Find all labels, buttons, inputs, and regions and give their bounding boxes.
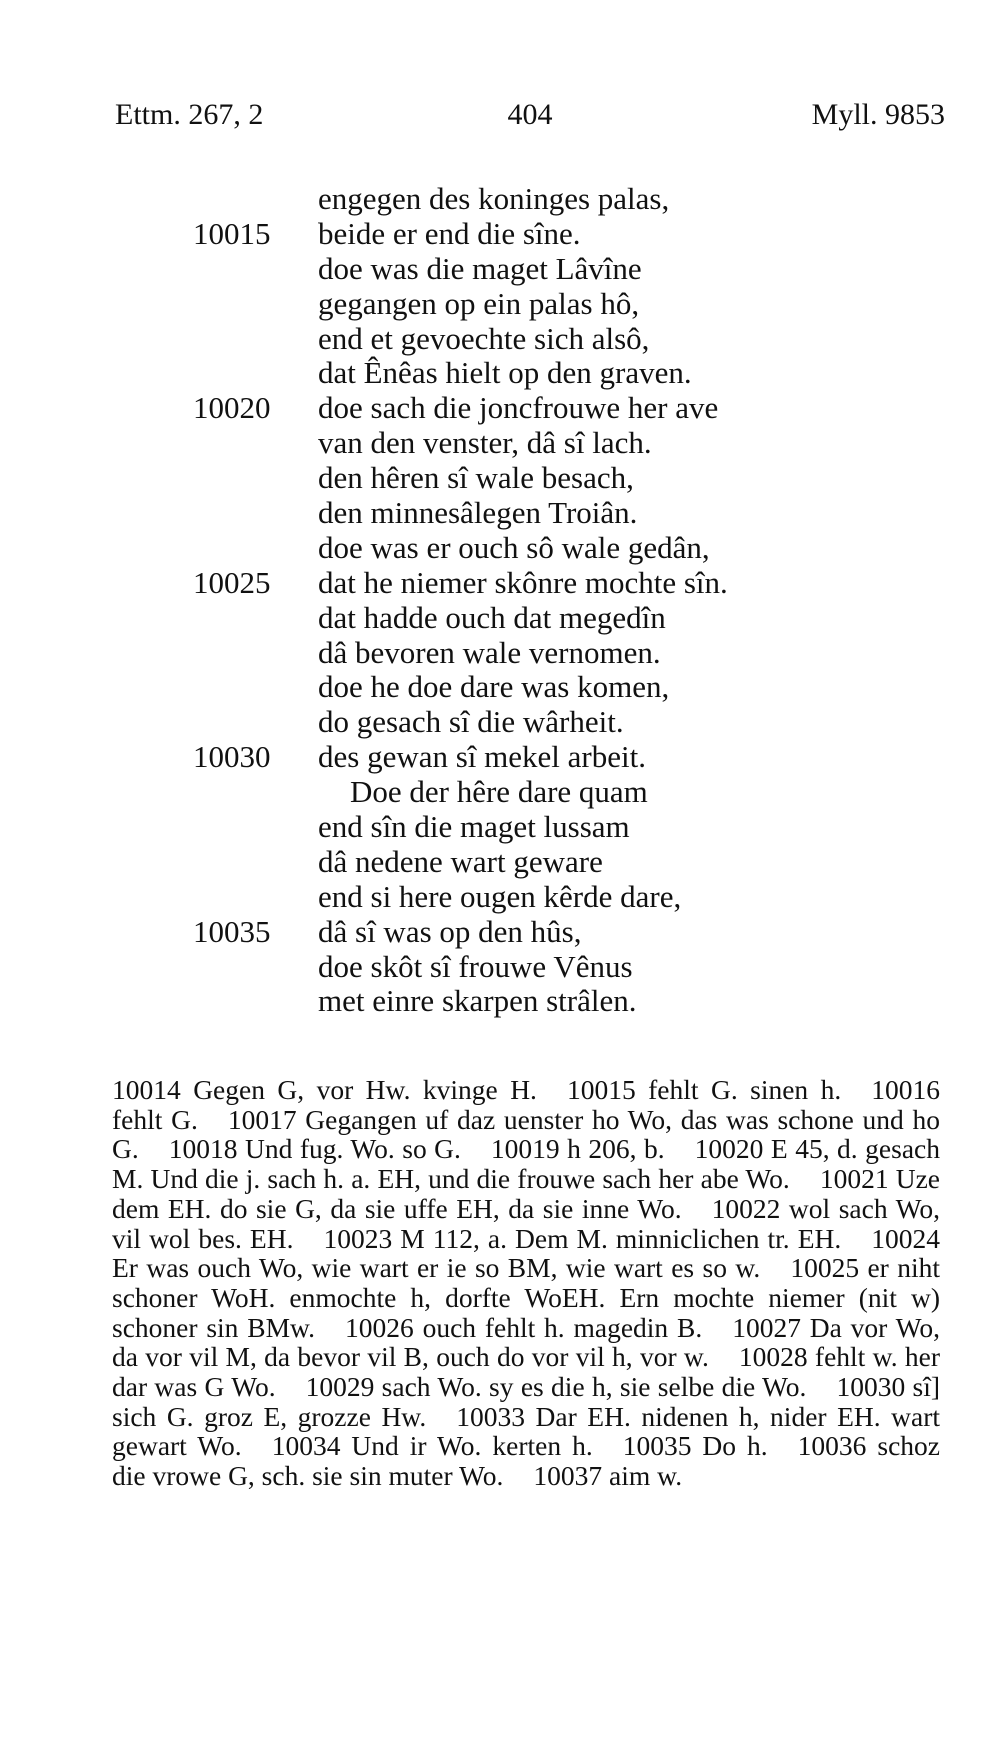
verse-text: end sîn die maget lussam (318, 809, 630, 845)
verse-text: doe sach die joncfrouwe her ave (318, 390, 719, 426)
verse-text: met einre skarpen strâlen. (318, 983, 637, 1019)
verse-line (0, 426, 1000, 461)
verse-line (0, 915, 1000, 950)
verse-text: Doe der hêre dare quam (350, 774, 648, 810)
apparatus-note: 10035 Do h. (622, 1430, 768, 1462)
verse-line (0, 182, 1000, 217)
apparatus-note: 10028 fehlt w. her dar was G Wo. (112, 1341, 940, 1403)
verse-text: dâ bevoren wale vernomen. (318, 634, 661, 670)
verse-line (0, 810, 1000, 845)
apparatus-note: 10023 M 112, a. Dem M. minniclichen tr. EH. (323, 1222, 842, 1254)
verse-text: doe was er ouch sô wale gedân, (318, 529, 710, 565)
line-number: 10015 (193, 215, 271, 251)
verse-text: den hêren sî wale besach, (318, 460, 634, 496)
apparatus-note: 10026 ouch fehlt h. magedin B. (345, 1311, 703, 1343)
apparatus-note: 10029 sach Wo. sy es die h, sie selbe die Wo. (305, 1371, 807, 1403)
apparatus-note: 10033 Dar EH. nidenen h, nider EH. wart gewart Wo. (112, 1400, 940, 1462)
apparatus-note: 10027 Da vor Wo, da vor vil M, da bevor vil B, ouch do vor vil h, vor w. (112, 1311, 941, 1373)
apparatus-note: 10034 Und ir Wo. kerten h. (271, 1430, 593, 1462)
verse-text: van den venster, dâ sî lach. (318, 425, 652, 461)
apparatus-note: 10019 h 206, b. (490, 1133, 665, 1165)
verse-line (0, 391, 1000, 426)
apparatus-note: 10036 schoz die vrowe G, sch. sie sin muter Wo. (112, 1430, 940, 1492)
apparatus-note: 10021 Uze dem EH. do sie G, da sie uffe EH, da sie inne Wo. (112, 1163, 940, 1224)
verse-line (0, 322, 1000, 357)
apparatus-note: 10037 aim w. (533, 1460, 683, 1492)
line-number: 10030 (193, 739, 271, 775)
apparatus-note: 10016 fehlt G. (112, 1074, 940, 1135)
verse-line (0, 880, 1000, 915)
verse-line (0, 670, 1000, 705)
verse-line (0, 775, 1000, 810)
apparatus-note: 10024 Er was ouch Wo, wie wart er ie so BM, wie wart es so w. (112, 1222, 940, 1284)
verse-line (0, 356, 1000, 391)
verse-text: end si here ougen kêrde dare, (318, 878, 682, 914)
poem-text (0, 182, 1000, 1019)
verse-line (0, 950, 1000, 985)
verse-line (0, 636, 1000, 671)
verse-text: dat hadde ouch dat megedîn (318, 599, 666, 635)
apparatus-note: 10017 Gegangen uf daz uenster ho Wo, das was schone und ho G. (112, 1103, 940, 1165)
verse-line (0, 845, 1000, 880)
verse-text: dat Ênêas hielt op den graven. (318, 355, 692, 391)
line-number: 10020 (193, 390, 271, 426)
apparatus-note: 10025 er niht schoner WoH. enmochte h, dorfte WoEH. Ern mochte niemer (nit w) schoner sin BMw. (112, 1252, 940, 1343)
line-number: 10025 (193, 564, 271, 600)
apparatus-note: 10020 E 45, d. gesach M. Und die j. sach h. a. EH, und die frouwe sach her abe Wo. (112, 1133, 940, 1195)
verse-line (0, 252, 1000, 287)
verse-line (0, 217, 1000, 252)
verse-text: dâ sî was op den hûs, (318, 913, 582, 949)
verse-line (0, 566, 1000, 601)
verse-line (0, 461, 1000, 496)
header-right-reference: Myll. 9853 (811, 98, 945, 131)
verse-line (0, 601, 1000, 636)
verse-text: den minnesâlegen Troiân. (318, 495, 638, 531)
critical-apparatus (112, 1075, 940, 1491)
verse-text: engegen des koninges palas, (318, 181, 670, 216)
apparatus-note: 10014 Gegen G, vor Hw. kvinge H. (112, 1074, 537, 1105)
apparatus-note: 10015 fehlt G. sinen h. (566, 1074, 842, 1105)
verse-text: des gewan sî mekel arbeit. (318, 739, 646, 775)
verse-text: doe he doe dare was komen, (318, 669, 670, 705)
verse-text: end et gevoechte sich alsô, (318, 320, 650, 356)
line-number: 10035 (193, 913, 271, 949)
verse-text: dat he niemer skônre mochte sîn. (318, 564, 728, 600)
verse-line (0, 531, 1000, 566)
verse-line (0, 496, 1000, 531)
verse-text: gegangen op ein palas hô, (318, 285, 640, 321)
verse-line (0, 740, 1000, 775)
verse-line (0, 984, 1000, 1019)
page-number: 404 (507, 98, 553, 131)
verse-line (0, 287, 1000, 322)
verse-text: doe was die maget Lâvîne (318, 250, 642, 286)
header-left-reference: Ettm. 267, 2 (115, 98, 264, 131)
apparatus-note: 10022 wol sach Wo, vil wol bes. EH. (112, 1192, 940, 1254)
apparatus-note: 10018 Und fug. Wo. so G. (168, 1133, 461, 1165)
verse-text: doe skôt sî frouwe Vênus (318, 948, 633, 984)
verse-text: do gesach sî die wârheit. (318, 704, 624, 740)
page-header (115, 98, 945, 138)
verse-line (0, 705, 1000, 740)
apparatus-note: 10030 sî] sich G. groz E, grozze Hw. (112, 1371, 941, 1432)
verse-text: dâ nedene wart geware (318, 843, 603, 879)
verse-text: beide er end die sîne. (318, 215, 581, 251)
